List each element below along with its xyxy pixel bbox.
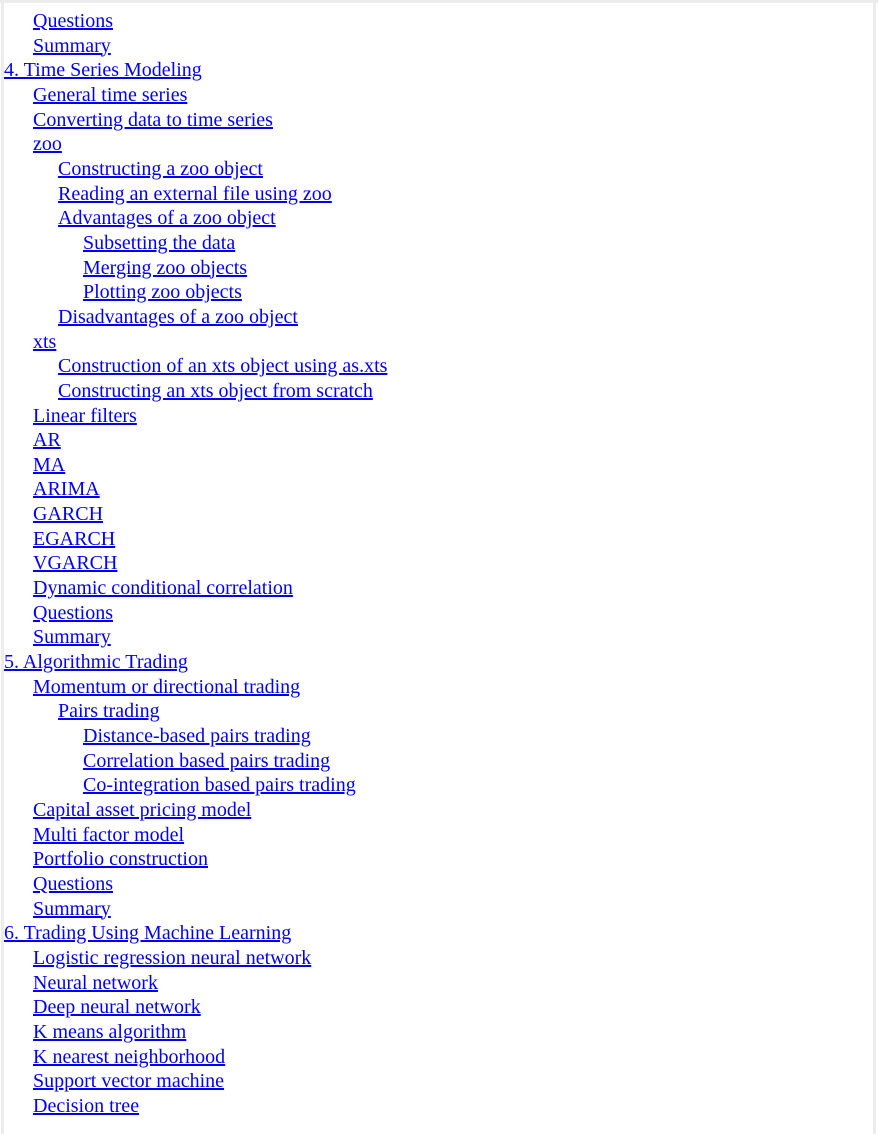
toc-link[interactable]: EGARCH xyxy=(33,527,116,550)
toc-item xyxy=(0,157,870,182)
toc-item xyxy=(0,625,870,650)
toc-link[interactable]: Capital asset pricing model xyxy=(33,799,252,821)
toc-item xyxy=(0,1020,870,1045)
toc-item xyxy=(0,9,870,34)
toc-item xyxy=(0,83,870,108)
toc-item xyxy=(0,946,870,971)
toc-item xyxy=(0,404,870,429)
toc-link[interactable]: Correlation based pairs trading xyxy=(83,749,331,772)
toc-link[interactable]: Neural network xyxy=(33,971,158,994)
toc-item xyxy=(0,897,870,922)
toc-link[interactable]: Plotting zoo objects xyxy=(83,281,242,304)
toc-item xyxy=(0,675,870,700)
toc-link[interactable]: Linear filters xyxy=(33,404,137,427)
toc-link[interactable]: Distance-based pairs trading xyxy=(83,725,311,748)
toc-item xyxy=(0,477,870,502)
toc-link[interactable]: Deep neural network xyxy=(33,996,201,1019)
page-top-edge-line xyxy=(0,0,878,3)
toc-item xyxy=(0,995,870,1020)
toc-item xyxy=(0,576,870,601)
toc-link[interactable]: xts xyxy=(33,330,57,353)
toc-link[interactable]: K nearest neighborhood xyxy=(33,1045,226,1068)
toc-link[interactable]: General time series xyxy=(33,83,188,106)
toc-link[interactable]: Momentum or directional trading xyxy=(33,675,301,698)
toc-item xyxy=(0,502,870,527)
toc-link[interactable]: Questions xyxy=(33,10,113,32)
toc-item xyxy=(0,921,870,946)
toc-link[interactable]: 5. Algorithmic Trading xyxy=(4,651,188,674)
toc-link[interactable]: Support vector machine xyxy=(33,1070,225,1093)
toc-item xyxy=(0,108,870,133)
toc-link[interactable]: Pairs trading xyxy=(58,700,160,723)
toc-link[interactable]: Disadvantages of a zoo object xyxy=(58,305,298,328)
toc-link[interactable]: Summary xyxy=(33,897,111,920)
toc-item xyxy=(0,823,870,848)
toc-item xyxy=(0,798,870,823)
toc-item xyxy=(0,971,870,996)
toc-item xyxy=(0,724,870,749)
toc-link[interactable]: K means algorithm xyxy=(33,1020,187,1043)
toc-item xyxy=(0,280,870,305)
toc-item xyxy=(0,773,870,798)
toc-item xyxy=(0,34,870,59)
toc-link[interactable]: Constructing a zoo object xyxy=(58,157,263,180)
toc-link[interactable]: 4. Time Series Modeling xyxy=(4,59,202,82)
toc-item xyxy=(0,182,870,207)
toc-link[interactable]: Converting data to time series xyxy=(33,108,273,131)
toc-link[interactable]: MA xyxy=(33,453,66,476)
toc-link[interactable]: ARIMA xyxy=(33,478,100,501)
toc-item xyxy=(0,132,870,157)
toc-link[interactable]: Construction of an xts object using as.xts xyxy=(58,355,388,378)
toc-item xyxy=(0,847,870,872)
toc-item xyxy=(0,58,870,83)
toc-link[interactable]: Advantages of a zoo object xyxy=(58,207,276,230)
toc-item xyxy=(0,650,870,675)
toc-link[interactable]: AR xyxy=(33,429,61,452)
toc-link[interactable]: Reading an external file using zoo xyxy=(58,182,332,205)
toc-item xyxy=(0,256,870,281)
toc-link[interactable]: zoo xyxy=(33,133,62,156)
toc-item xyxy=(0,551,870,576)
toc-item xyxy=(0,699,870,724)
toc-link[interactable]: Questions xyxy=(33,601,113,624)
toc-link[interactable]: Decision tree xyxy=(33,1094,140,1117)
toc-item xyxy=(0,872,870,897)
page-right-edge-line xyxy=(873,0,876,1134)
toc-link[interactable]: Subsetting the data xyxy=(83,231,236,254)
toc-link[interactable]: Questions xyxy=(33,872,113,895)
toc-link[interactable]: Summary xyxy=(33,626,111,649)
toc-item xyxy=(0,428,870,453)
toc-item xyxy=(0,1069,870,1094)
toc-link[interactable]: Merging zoo objects xyxy=(83,256,248,279)
toc-link[interactable]: Summary xyxy=(33,34,111,57)
toc-link[interactable]: Portfolio construction xyxy=(33,848,208,871)
toc-item xyxy=(0,305,870,330)
toc-item xyxy=(0,1094,870,1119)
toc-link[interactable]: VGARCH xyxy=(33,552,118,575)
toc-link[interactable]: Co-integration based pairs trading xyxy=(83,774,356,797)
toc-item xyxy=(0,231,870,256)
toc-item xyxy=(0,206,870,231)
toc-link[interactable]: Dynamic conditional correlation xyxy=(33,577,293,600)
toc-link[interactable]: 6. Trading Using Machine Learning xyxy=(4,922,292,945)
table-of-contents xyxy=(0,9,870,1119)
toc-item xyxy=(0,379,870,404)
toc-item xyxy=(0,330,870,355)
toc-item xyxy=(0,749,870,774)
toc-link[interactable]: Multi factor model xyxy=(33,823,185,846)
toc-item xyxy=(0,354,870,379)
toc-item xyxy=(0,1045,870,1070)
toc-item xyxy=(0,453,870,478)
toc-link[interactable]: Constructing an xts object from scratch xyxy=(58,379,373,402)
toc-link[interactable]: GARCH xyxy=(33,503,104,526)
toc-item xyxy=(0,527,870,552)
toc-item xyxy=(0,601,870,626)
toc-link[interactable]: Logistic regression neural network xyxy=(33,946,312,969)
